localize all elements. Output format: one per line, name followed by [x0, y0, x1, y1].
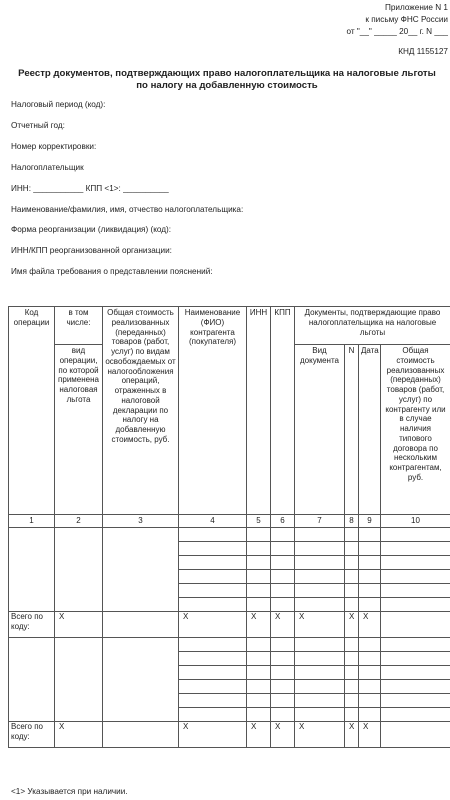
empty-cell	[345, 652, 359, 666]
empty-cell	[271, 708, 295, 722]
empty-cell	[359, 556, 381, 570]
empty-cell	[55, 638, 103, 722]
header-document-date: Дата	[359, 345, 381, 515]
empty-cell	[179, 584, 247, 598]
empty-cell	[271, 680, 295, 694]
letter-ref: к письму ФНС России	[365, 15, 448, 24]
empty-cell	[179, 598, 247, 612]
x-mark: X	[271, 722, 295, 748]
column-number: 4	[179, 515, 247, 528]
empty-cell	[345, 584, 359, 598]
empty-cell	[381, 598, 450, 612]
empty-cell	[271, 570, 295, 584]
empty-cell	[295, 638, 345, 652]
appendix-number: Приложение N 1	[384, 3, 448, 12]
empty-cell	[359, 598, 381, 612]
empty-cell	[247, 584, 271, 598]
header-total-cost: Общая стоимость реализованных (переданных) товаров (работ, услуг) по видам освобождаемых от налогообложения операций, отраженных в налоговой декларации по налогу на добавленную стоимость, руб.	[103, 307, 179, 515]
total-label: Всего по коду:	[9, 612, 55, 638]
empty-cell	[179, 652, 247, 666]
empty-cell	[179, 528, 247, 542]
empty-cell	[103, 612, 179, 638]
empty-cell	[271, 528, 295, 542]
header-including: в том числе:	[55, 307, 103, 345]
column-number: 5	[247, 515, 271, 528]
x-mark: X	[359, 612, 381, 638]
empty-cell	[247, 652, 271, 666]
table-header-row	[9, 307, 450, 345]
empty-cell	[345, 680, 359, 694]
x-mark: X	[345, 612, 359, 638]
empty-cell	[247, 528, 271, 542]
empty-cell	[271, 694, 295, 708]
empty-cell	[271, 652, 295, 666]
empty-cell	[271, 584, 295, 598]
x-mark: X	[271, 612, 295, 638]
column-number: 6	[271, 515, 295, 528]
empty-cell	[295, 584, 345, 598]
x-mark: X	[55, 612, 103, 638]
empty-cell	[295, 666, 345, 680]
empty-cell	[271, 542, 295, 556]
taxpayer-name-field: Наименование/фамилия, имя, отчество налогоплательщика:	[11, 205, 244, 214]
column-number: 8	[345, 515, 359, 528]
empty-cell	[345, 528, 359, 542]
reorganization-form-field: Форма реорганизации (ликвидация) (код):	[11, 225, 172, 234]
table-row	[9, 638, 450, 652]
column-number: 3	[103, 515, 179, 528]
empty-cell	[103, 638, 179, 722]
empty-cell	[381, 584, 450, 598]
empty-cell	[271, 638, 295, 652]
empty-cell	[359, 570, 381, 584]
empty-cell	[359, 652, 381, 666]
empty-cell	[381, 708, 450, 722]
empty-cell	[179, 556, 247, 570]
empty-cell	[103, 722, 179, 748]
empty-cell	[103, 528, 179, 612]
empty-cell	[345, 556, 359, 570]
document-title: Реестр документов, подтверждающих право налогоплательщика на налоговые льготы по налогу на добавленную стоимость	[18, 68, 436, 92]
empty-cell	[295, 708, 345, 722]
empty-cell	[247, 542, 271, 556]
request-file-name-field: Имя файла требования о представлении пояснений:	[11, 267, 213, 276]
empty-cell	[179, 666, 247, 680]
empty-cell	[359, 666, 381, 680]
correction-number-field: Номер корректировки:	[11, 142, 97, 151]
header-inn: ИНН	[247, 307, 271, 515]
empty-cell	[9, 638, 55, 722]
empty-cell	[359, 680, 381, 694]
empty-cell	[295, 528, 345, 542]
empty-cell	[179, 680, 247, 694]
empty-cell	[381, 694, 450, 708]
x-mark: X	[295, 722, 345, 748]
empty-cell	[179, 570, 247, 584]
empty-cell	[345, 570, 359, 584]
header-kpp: КПП	[271, 307, 295, 515]
empty-cell	[247, 694, 271, 708]
empty-cell	[247, 666, 271, 680]
empty-cell	[179, 542, 247, 556]
column-number: 9	[359, 515, 381, 528]
header-documents: Документы, подтверждающие право налогоплательщика на налоговые льготы	[295, 307, 450, 345]
x-mark: X	[55, 722, 103, 748]
empty-cell	[381, 722, 450, 748]
tax-period-field: Налоговый период (код):	[11, 100, 106, 109]
empty-cell	[295, 542, 345, 556]
header-counterparty-name: Наименование (ФИО) контрагента (покупателя)	[179, 307, 247, 515]
registry-table	[8, 306, 450, 748]
empty-cell	[359, 694, 381, 708]
empty-cell	[271, 598, 295, 612]
taxpayer-label: Налогоплательщик	[11, 163, 84, 172]
x-mark: X	[345, 722, 359, 748]
empty-cell	[381, 652, 450, 666]
letter-date: от "__" _____ 20__ г. N ___	[346, 27, 448, 36]
total-row	[9, 612, 450, 638]
column-number: 2	[55, 515, 103, 528]
empty-cell	[247, 708, 271, 722]
empty-cell	[345, 666, 359, 680]
empty-cell	[345, 708, 359, 722]
empty-cell	[359, 708, 381, 722]
inn-kpp-field: ИНН: ___________ КПП <1>: __________	[11, 184, 169, 193]
empty-cell	[345, 638, 359, 652]
x-mark: X	[359, 722, 381, 748]
empty-cell	[359, 528, 381, 542]
header-document-number: N	[345, 345, 359, 515]
empty-cell	[381, 638, 450, 652]
empty-cell	[295, 694, 345, 708]
empty-cell	[179, 708, 247, 722]
empty-cell	[345, 598, 359, 612]
empty-cell	[359, 584, 381, 598]
empty-cell	[295, 680, 345, 694]
empty-cell	[247, 638, 271, 652]
empty-cell	[345, 694, 359, 708]
empty-cell	[295, 556, 345, 570]
total-label: Всего по коду:	[9, 722, 55, 748]
reorg-inn-kpp-field: ИНН/КПП реорганизованной организации:	[11, 246, 172, 255]
table-row	[9, 528, 450, 542]
header-document-total: Общая стоимость реализованных (переданных) товаров (работ, услуг) по контрагенту или в случае наличия типового договора по нескольким контрагентам, руб.	[381, 345, 450, 515]
empty-cell	[359, 638, 381, 652]
x-mark: X	[247, 722, 271, 748]
header-operation-type: вид операции, по которой применена налоговая льгота	[55, 345, 103, 515]
empty-cell	[179, 694, 247, 708]
empty-cell	[295, 570, 345, 584]
column-number: 10	[381, 515, 450, 528]
empty-cell	[381, 528, 450, 542]
empty-cell	[271, 666, 295, 680]
empty-cell	[381, 570, 450, 584]
header-document-type: Вид документа	[295, 345, 345, 515]
empty-cell	[295, 652, 345, 666]
x-mark: X	[179, 722, 247, 748]
empty-cell	[247, 598, 271, 612]
footnote: <1> Указывается при наличии.	[11, 787, 128, 796]
empty-cell	[359, 542, 381, 556]
empty-cell	[345, 542, 359, 556]
empty-cell	[55, 528, 103, 612]
empty-cell	[9, 528, 55, 612]
empty-cell	[271, 556, 295, 570]
header-operation-code: Код операции	[9, 307, 55, 515]
empty-cell	[179, 638, 247, 652]
x-mark: X	[295, 612, 345, 638]
x-mark: X	[247, 612, 271, 638]
empty-cell	[247, 570, 271, 584]
column-number: 7	[295, 515, 345, 528]
column-number: 1	[9, 515, 55, 528]
x-mark: X	[179, 612, 247, 638]
column-numbers-row	[9, 515, 450, 528]
empty-cell	[381, 666, 450, 680]
total-row	[9, 722, 450, 748]
empty-cell	[381, 612, 450, 638]
report-year-field: Отчетный год:	[11, 121, 65, 130]
empty-cell	[247, 556, 271, 570]
empty-cell	[381, 542, 450, 556]
empty-cell	[381, 556, 450, 570]
empty-cell	[381, 680, 450, 694]
knd-code: КНД 1155127	[398, 47, 448, 56]
empty-cell	[247, 680, 271, 694]
empty-cell	[295, 598, 345, 612]
